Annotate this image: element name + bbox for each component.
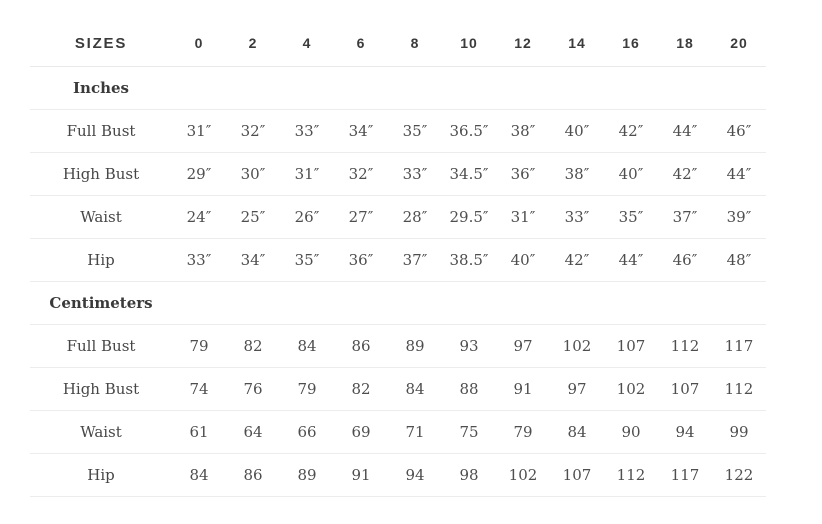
measurement-cell: 102 <box>616 380 646 398</box>
measurement-cell: 39″ <box>726 208 752 226</box>
measurement-cell: 79 <box>513 423 533 441</box>
measurement-cell: 79 <box>297 380 317 398</box>
measurement-cell: 48″ <box>726 251 752 269</box>
measurement-cell: 88 <box>459 380 479 398</box>
measurement-cell: 117 <box>724 337 754 355</box>
measurement-cell: 112 <box>616 466 646 484</box>
measurement-row <box>30 239 766 282</box>
measurement-cell: 91 <box>513 380 533 398</box>
measurement-cell: 117 <box>670 466 700 484</box>
row-label: Waist <box>80 208 122 226</box>
measurement-cell: 64 <box>243 423 263 441</box>
measurement-cell: 44″ <box>672 122 698 140</box>
measurement-cell: 93 <box>459 337 479 355</box>
measurement-cell: 74 <box>189 380 209 398</box>
section-title: Centimeters <box>49 294 153 312</box>
measurement-cell: 90 <box>621 423 641 441</box>
measurement-cell: 29″ <box>186 165 212 183</box>
measurement-cell: 69 <box>351 423 371 441</box>
measurement-cell: 71 <box>405 423 425 441</box>
measurement-cell: 112 <box>724 380 754 398</box>
measurement-row <box>30 325 766 368</box>
measurement-cell: 33″ <box>294 122 320 140</box>
measurement-cell: 31″ <box>294 165 320 183</box>
measurement-row <box>30 153 766 196</box>
measurement-cell: 61 <box>189 423 209 441</box>
measurement-cell: 36″ <box>510 165 536 183</box>
measurement-cell: 42″ <box>672 165 698 183</box>
measurement-cell: 84 <box>189 466 209 484</box>
measurement-cell: 33″ <box>186 251 212 269</box>
measurement-cell: 84 <box>297 337 317 355</box>
measurement-cell: 24″ <box>186 208 212 226</box>
row-label: Hip <box>87 466 115 484</box>
size-column-header: 14 <box>568 35 586 51</box>
measurement-cell: 98 <box>459 466 479 484</box>
row-label: Waist <box>80 423 122 441</box>
measurement-cell: 86 <box>351 337 371 355</box>
measurement-cell: 27″ <box>348 208 374 226</box>
measurement-cell: 40″ <box>564 122 590 140</box>
measurement-cell: 37″ <box>672 208 698 226</box>
measurement-cell: 84 <box>405 380 425 398</box>
size-column-header: 10 <box>460 35 478 51</box>
measurement-cell: 35″ <box>402 122 428 140</box>
measurement-cell: 89 <box>297 466 317 484</box>
size-column-header: 20 <box>730 35 748 51</box>
measurement-row <box>30 368 766 411</box>
measurement-cell: 46″ <box>726 122 752 140</box>
row-label: High Bust <box>62 380 140 398</box>
measurement-cell: 40″ <box>510 251 536 269</box>
size-column-header: 4 <box>302 35 312 51</box>
measurement-cell: 44″ <box>618 251 644 269</box>
section-row <box>30 282 766 325</box>
measurement-cell: 31″ <box>510 208 536 226</box>
measurement-cell: 44″ <box>726 165 752 183</box>
sizes-header-label: SIZES <box>74 34 128 52</box>
row-label: High Bust <box>62 165 140 183</box>
size-column-header: 0 <box>194 35 204 51</box>
measurement-cell: 42″ <box>564 251 590 269</box>
measurement-cell: 25″ <box>240 208 266 226</box>
measurement-cell: 107 <box>562 466 592 484</box>
measurement-cell: 102 <box>508 466 538 484</box>
measurement-cell: 99 <box>729 423 749 441</box>
measurement-cell: 32″ <box>348 165 374 183</box>
measurement-cell: 28″ <box>402 208 428 226</box>
section-row <box>30 67 766 110</box>
measurement-cell: 79 <box>189 337 209 355</box>
measurement-row <box>30 110 766 153</box>
table-header-row <box>30 20 766 67</box>
measurement-cell: 34″ <box>240 251 266 269</box>
measurement-cell: 35″ <box>294 251 320 269</box>
measurement-cell: 122 <box>724 466 754 484</box>
size-column-header: 16 <box>622 35 640 51</box>
measurement-cell: 76 <box>243 380 263 398</box>
measurement-cell: 112 <box>670 337 700 355</box>
measurement-cell: 38.5″ <box>449 251 489 269</box>
measurement-cell: 75 <box>459 423 479 441</box>
size-column-header: 18 <box>676 35 694 51</box>
measurement-row <box>30 196 766 239</box>
measurement-cell: 86 <box>243 466 263 484</box>
measurement-cell: 102 <box>562 337 592 355</box>
measurement-cell: 97 <box>513 337 533 355</box>
size-chart-table <box>30 20 766 497</box>
measurement-cell: 97 <box>567 380 587 398</box>
row-label: Full Bust <box>66 122 136 140</box>
measurement-cell: 89 <box>405 337 425 355</box>
measurement-cell: 82 <box>243 337 263 355</box>
row-label: Hip <box>87 251 115 269</box>
measurement-cell: 94 <box>675 423 695 441</box>
measurement-cell: 34″ <box>348 122 374 140</box>
measurement-cell: 84 <box>567 423 587 441</box>
size-column-header: 8 <box>410 35 420 51</box>
measurement-cell: 107 <box>616 337 646 355</box>
measurement-cell: 26″ <box>294 208 320 226</box>
measurement-cell: 91 <box>351 466 371 484</box>
size-column-header: 12 <box>514 35 532 51</box>
measurement-cell: 31″ <box>186 122 212 140</box>
measurement-cell: 37″ <box>402 251 428 269</box>
measurement-cell: 46″ <box>672 251 698 269</box>
measurement-cell: 38″ <box>510 122 536 140</box>
measurement-cell: 30″ <box>240 165 266 183</box>
row-label: Full Bust <box>66 337 136 355</box>
size-column-header: 6 <box>356 35 366 51</box>
measurement-cell: 40″ <box>618 165 644 183</box>
measurement-cell: 32″ <box>240 122 266 140</box>
measurement-cell: 66 <box>297 423 317 441</box>
measurement-cell: 107 <box>670 380 700 398</box>
measurement-cell: 33″ <box>402 165 428 183</box>
measurement-cell: 36″ <box>348 251 374 269</box>
measurement-cell: 34.5″ <box>449 165 489 183</box>
measurement-row <box>30 454 766 497</box>
measurement-cell: 35″ <box>618 208 644 226</box>
measurement-cell: 36.5″ <box>449 122 489 140</box>
measurement-cell: 82 <box>351 380 371 398</box>
measurement-row <box>30 411 766 454</box>
measurement-cell: 94 <box>405 466 425 484</box>
section-title: Inches <box>73 79 129 97</box>
measurement-cell: 38″ <box>564 165 590 183</box>
size-column-header: 2 <box>248 35 258 51</box>
measurement-cell: 42″ <box>618 122 644 140</box>
measurement-cell: 33″ <box>564 208 590 226</box>
measurement-cell: 29.5″ <box>449 208 489 226</box>
